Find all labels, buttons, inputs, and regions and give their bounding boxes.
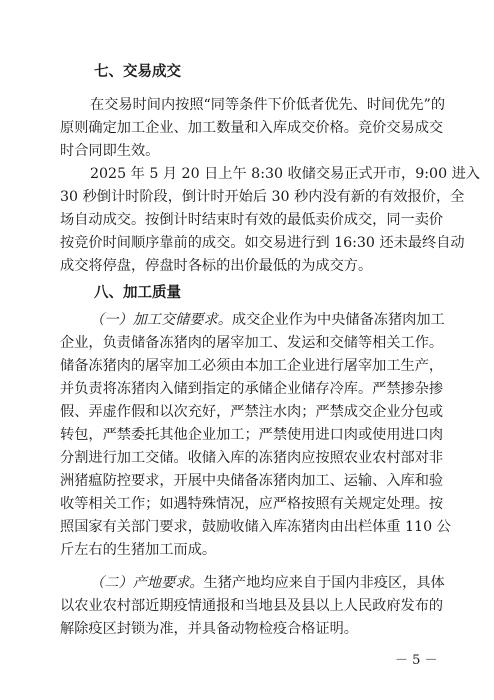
paragraph-line: 储备冻猪肉的屠宰加工必须由本加工企业进行屠宰加工生产， bbox=[60, 358, 444, 374]
paragraph-text: 成交企业作为中央储备冻猪肉加工 bbox=[231, 312, 445, 328]
subsection-label: （一）加工交储要求。 bbox=[90, 312, 232, 328]
paragraph-line: 企业，负责储备冻猪肉的屠宰加工、发运和交储等相关工作。 bbox=[60, 335, 444, 351]
paragraph-line bbox=[90, 573, 445, 593]
paragraph-line: 2025 年 5 月 20 日上午 8:30 收储交易正式开市，9:00 进入 bbox=[90, 166, 480, 182]
section-heading-7: 七、交易成交 bbox=[94, 64, 181, 80]
paragraph-line: 30 秒倒计时阶段，倒计时开始后 30 秒内没有新的有效报价，全 bbox=[60, 189, 465, 205]
paragraph-line: 并负责将冻猪肉入储到指定的承储企业储存冷库。严禁掺杂掺 bbox=[60, 381, 444, 397]
paragraph-line: 解除疫区封锁为准，并具备动物检疫合格证明。 bbox=[60, 621, 358, 637]
paragraph-line: 照国家有关部门要求，鼓励收储入库冻猪肉由出栏体重 110 公 bbox=[60, 519, 451, 535]
paragraph-line: 原则确定加工企业、加工数量和入库成交价格。竞价交易成交 bbox=[60, 120, 444, 136]
paragraph-line: 洲猪瘟防控要求，开展中央储备冻猪肉加工、运输、入库和验 bbox=[60, 473, 444, 489]
paragraph-line: 场自动成交。按倒计时结束时有效的最低卖价成交，同一卖价 bbox=[60, 212, 444, 228]
paragraph-line: 成交将停盘，停盘时各标的出价最低的为成交方。 bbox=[60, 258, 373, 274]
paragraph-line: 以农业农村部近期疫情通报和当地县及县以上人民政府发布的 bbox=[60, 598, 444, 614]
section-heading-8: 八、加工质量 bbox=[94, 285, 181, 301]
paragraph-text: 生猪产地均应来自于国内非疫区，具体 bbox=[203, 575, 445, 591]
paragraph-line: 在交易时间内按照“同等条件下价低者优先、时间优先”的 bbox=[90, 97, 446, 113]
paragraph-line: 转包，严禁委托其他企业加工；严禁使用进口肉或使用进口肉 bbox=[60, 427, 444, 443]
paragraph-line: 时合同即生效。 bbox=[60, 143, 160, 159]
paragraph-line: 分割进行加工交储。收储入库的冻猪肉应按照农业农村部对非 bbox=[60, 450, 444, 466]
paragraph-line: 斤左右的生猪加工而成。 bbox=[60, 542, 217, 558]
paragraph-line: 收等相关工作；如遇特殊情况，应严格按照有关规定处理。按 bbox=[60, 496, 444, 512]
paragraph-line: 按竞价时间顺序靠前的成交。如交易进行到 16:30 还未最终自动 bbox=[60, 235, 465, 251]
subsection-label: （二）产地要求。 bbox=[90, 575, 204, 591]
paragraph-line bbox=[90, 310, 445, 330]
paragraph-line: 假、弄虚作假和以次充好，严禁注水肉；严禁成交企业分包或 bbox=[60, 404, 444, 420]
page-number: － 5 － bbox=[395, 653, 438, 668]
